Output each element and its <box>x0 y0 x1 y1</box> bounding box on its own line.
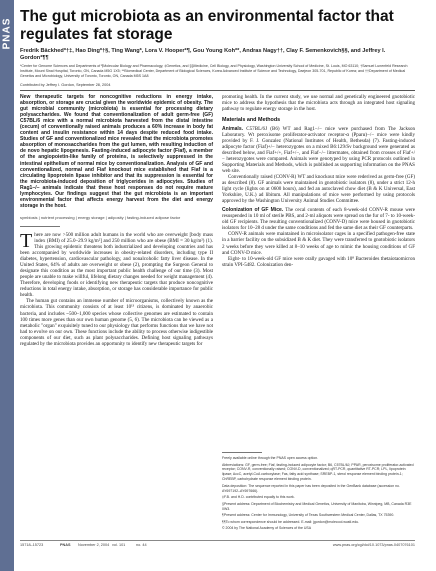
pnas-logo-text: PNAS <box>1 17 13 49</box>
animals-paragraph <box>222 126 415 174</box>
footnote: §Present address: Department of Biochemistry and Medical Genetics, University of Manitoba, Winnipeg, MB, Canada R3E 0W3. <box>222 501 412 511</box>
footnote-rule <box>222 452 262 453</box>
rederivation-paragraph: Conventionally raised (CONV-R) WT and knockout mice were rederived as germ-free (GF) as described (8). GF animals were maintained in gnotobiotic isolators (8), under a strict 12-h light cycle (lights on at 0600 hours), and fed an autoclaved chow diet (B & K Universal, East Yorkshire, U.K.) ad libitum. All manipulations of mice were performed by using protocols approved by the Washington University Animal Studies Committee. <box>222 174 415 205</box>
intro-paragraph-2: The human gut contains an immense number of microorganisms, collectively known as the microbiota. This community consists of at least 10¹³ citizens, is dominated by anaerobic bacteria, and includes ~500–1,000 species whose collective genomes are estimated to contain 100 times more genes than our own human genome (5, 6). The microbiota can be viewed as a metabolic "organ" exquisitely tuned to our physiology that performs functions that we have not had to evolve on our own. These functions include the ability to process otherwise indigestible components of our diet, such as plant polysaccharides. Defining host signaling pathways regulated by the microbiota provides an opportunity to identify new therapeutic targets for <box>20 298 213 347</box>
footnote: ¶Present address: Center for Immunology, University of Texas Southwestern Medical Center, Dallas, TX 75390. <box>222 513 395 518</box>
journal-side-band <box>0 0 14 571</box>
methods-heading: Materials and Methods <box>222 117 281 124</box>
footer-journal: PNAS <box>60 543 71 547</box>
author-list: Fredrik Bäckhed*†‡, Hao Ding*†§, Ting Wang*, Lora V. Hooper*¶, Gou Young Koh**, Andras Nagy††, Clay F. Semenkovich§§, and Jeffrey I. Gordon*¶¶ <box>20 48 386 61</box>
intro-paragraph-1-text: here are now >500 million adult humans in the world who are overweight [body mass index (BMI) of 25.0–29.9 kg/m²] and 250 million who are obese (BMI = 30 kg/m²) (1). This growing epidemic threatens both industrialized and developing countries and has been accompanied by worldwide increases in obesity-related disorders, including type II diabetes, hypertension, cardiovascular pathology, and nonalcoholic fatty liver disease. In the United States, 64% of adults are overweight or obese (2), prompting the Surgeon General to designate this condition as the most important public health challenge of our time (3). Most people are unable to make willful, lifelong dietary changes needed for weight management (4). Therefore, developing foods or identifying new therapeutic targets that produce noncognitive reductions in total energy intake, absorption, or storage has considerable importance for public health. <box>20 231 213 299</box>
footnote: Data deposition: The sequence reported in this paper has been deposited in the GenBank database (accession no. AY697192–AY697666). <box>222 483 400 493</box>
footnote: Abbreviations: GF, germ-free; Fiaf, fasting-induced adipocyte factor; B6, C57BL/6J; PPAR, peroxisome proliferator-activated receptor; CONV-R, conventionally raised; CONV-D, conventionalized; qRT-PCR, quantitative RT-PCR; LPL, lipoprotein lipase; AccC, acetyl-CoA carboxylase; Fas, fatty acid synthase; SREBP-1, sterol response element binding protein-1; ChREBP, carbohydrate response element binding protein. <box>222 462 414 482</box>
colonization-paragraph <box>222 207 415 231</box>
article-page <box>20 0 424 571</box>
footnote: ‡F.B. and H.D. contributed equally to this work. <box>222 495 295 500</box>
colonization-run-head: Colonization of GF Mice. <box>222 207 284 214</box>
page-footer <box>20 543 415 549</box>
contributed-by: Contributed by Jeffrey I. Gordon, September 28, 2004 <box>20 83 111 87</box>
footnote: ¶¶To whom correspondence should be addressed. E-mail: jgordon@molecool.wustl.edu. <box>222 519 360 524</box>
colonization-paragraph-3: Eight- to 10-week-old GF mice were orally gavaged with 10⁸ Bacteroides thetaiotaomicron strain VPI-5482. Colonization den- <box>222 255 415 268</box>
colonization-text: The cecal contents of each 8-week-old CONV-R mouse were resuspended in 10 ml of sterile PBS, and 2-ml aliquots were spread on the fur of 7- to 10-week-old GF recipients. The resulting conventionalized (CONV-D) mice were housed in gnotobiotic isolators for 10–28 d under the same conditions and fed the same diet as their GF counterparts. <box>222 207 415 232</box>
left-column <box>20 94 213 347</box>
footer-issue: no. 44 <box>136 543 147 547</box>
keywords: symbiosis | nutrient processing | energy storage | adiposity | fasting-induced adipose factor <box>20 214 181 220</box>
abstract: New therapeutic targets for noncognitive reductions in energy intake, absorption, or storage are crucial given the worldwide epidemic of obesity. The gut microbial community (microbiota) is essential for processing dietary polysaccharides. We found that conventionalization of adult germ-free (GF) C57BL/6 mice with a normal microbiota harvested from the distal intestine (cecum) of conventionally raised animals produces a 60% increase in body fat content and insulin resistance within 14 days despite reduced food intake. Studies of GF and conventionalized mice revealed that the microbiota promotes absorption of monosaccharides from the gut lumen, with resulting induction of de novo hepatic lipogenesis. Fasting-induced adipocyte factor (Fiaf), a member of the angiopoietin-like family of proteins, is selectively suppressed in the intestinal epithelium of normal mice by conventionalization. Analysis of GF and conventionalized, normal and Fiaf knockout mice established that Fiaf is a circulating lipoprotein lipase inhibitor and that its suppression is essential for the microbiota-induced deposition of triglycerides in adipocytes. Studies of Rag1−/− animals indicate that these host responses do not require mature lymphocytes. Our findings suggest that the gut microbiota is an important environmental factor that affects energy harvest from the diet and energy storage in the host. <box>20 94 213 209</box>
copyright-line: © 2004 by The National Academy of Sciences of the USA <box>222 526 312 531</box>
article-title: The gut microbiota as an environmental factor that regulates fat storage <box>20 8 394 43</box>
pnas-logo <box>0 8 14 58</box>
footnote: Freely available online through the PNAS open access option. <box>222 456 319 460</box>
intro-continuation: promoting health. In the current study, we use normal and genetically engineered gnotobiotic mice to address the hypothesis that the microbiota acts through an integrated host signaling pathway to regulate energy storage in the host. <box>222 94 415 113</box>
footer-rule <box>20 540 415 541</box>
footer-doi-link[interactable]: www.pnas.org/cgi/doi/10.1073/pnas.0407076101 <box>332 543 415 547</box>
intro-paragraph-1 <box>20 229 213 299</box>
animals-text: C57BL/6J (B6) WT and Rag1−/− mice were purchased from The Jackson Laboratory. Wt peroxisome proliferator-activator receptor-α (Pparα)−/− mice were kindly provided by F. J. Gonzalez (National Institutes of Health, Bethesda) (7). Fasting-induced adipocyte factor (Fiaf)+/− heterozygotes on a mixed B6:129/Sv background were generated as described below, and Fiaf+/+, Fiaf+/−, and Fiaf−/− littermates, obtained from crosses of Fiaf+/− heterozygotes were compared. Animals were genotyped by using PCR protocols outlined in Supporting Materials and Methods, which is published as supporting information on the PNAS web site. <box>222 125 416 174</box>
footer-pages: 15718–15723 <box>20 543 44 547</box>
footer-date: November 2, 2004 <box>78 543 110 547</box>
right-column <box>222 94 415 268</box>
footer-volume: vol. 101 <box>112 543 126 547</box>
drop-cap: T <box>20 229 33 252</box>
footnotes <box>222 456 415 533</box>
header-rule <box>20 90 415 91</box>
keywords-rule <box>20 226 60 227</box>
affiliations: *Center for Genome Sciences and Departments of ¶Molecular Biology and Pharmacology, ‡Genetics, and §§Medicine, Cell Biology, and Physiology, Washington University School of Medicine, St. Louis, MO 63110; †Samuel Lunenfeld Research Institute, Mount Sinai Hospital, Toronto, ON, Canada M5G 1X5; **Biomedical Center, Department of Biological Sciences, Korea Advanced Institute of Science and Technology, Daejeon 305-701, Republic of Korea; and ††Department of Medical Genetics and Microbiology, University of Toronto, Toronto, ON, Canada M5S 1A8 <box>20 64 408 78</box>
colonization-paragraph-2: CONV-R animals were maintained in microisolator cages in a specified pathogen-free state in a barrier facility on the subsidized B & K diet. They were transferred to gnotobiotic isolators 2 weeks before they were killed at 8–10 weeks of age to mimic the housing conditions of GF and CONV-D mice. <box>222 231 415 256</box>
animals-run-head: Animals. <box>222 125 244 132</box>
